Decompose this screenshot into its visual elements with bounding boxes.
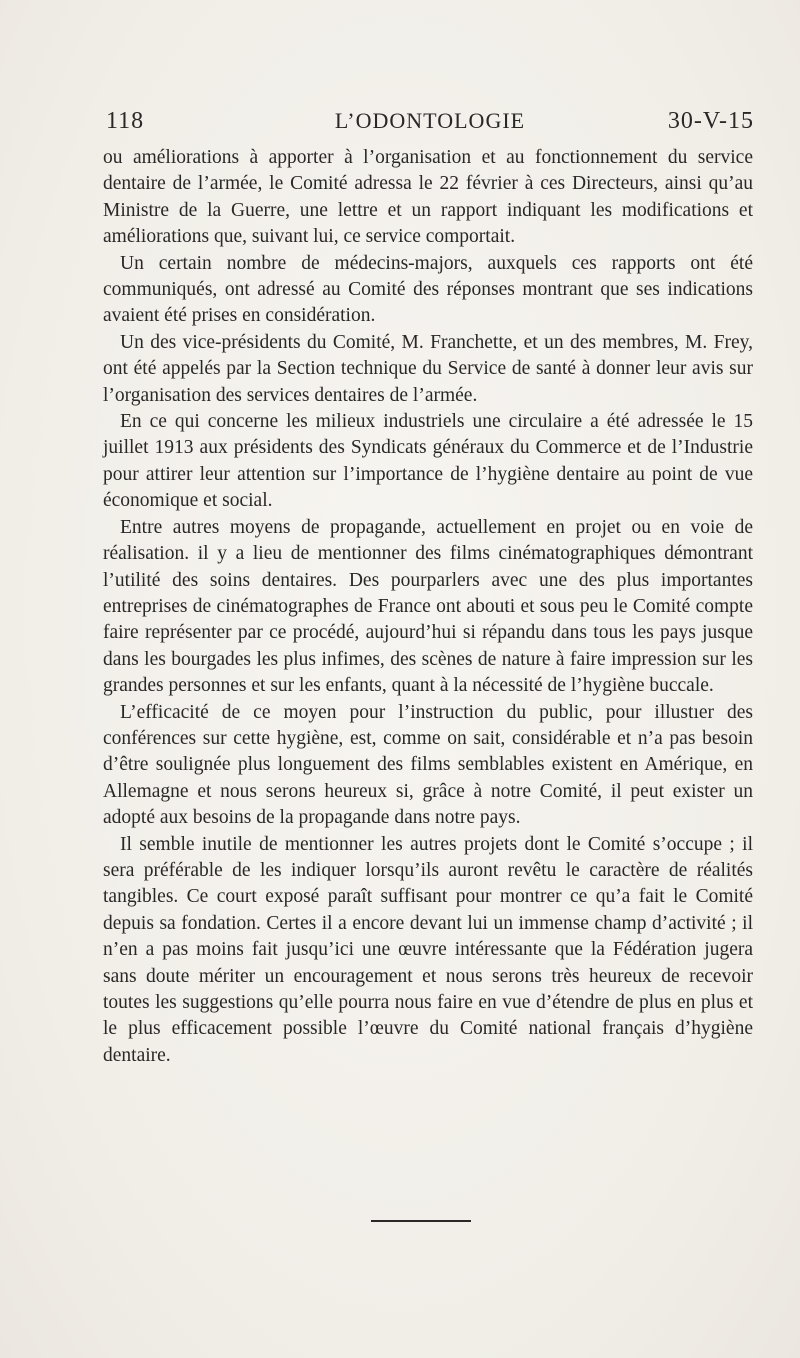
paragraph-efficacite: L’efficacité de ce moyen pour l’instruction du public, pour illustıer des conférences sur cette hygiène, est, comme on sait, considérable et n’a pas besoin d’être soulignée plus longuement des films semblables existent en Amérique, en Allemagne et nous serons heureux si, grâce à notre Comité, il peut exister un adopté aux besoins de la propagande dans notre pays. [103, 701, 753, 829]
paragraph-milieux-industriels: En ce qui concerne les milieux industriels une circulaire a été adressée le 15 juillet 1913 aux présidents des Syndicats généraux du Commerce et de l’Industrie pour attirer leur attention sur l’importance de l’hygiène dentaire au point de vue économique et social. [103, 411, 753, 512]
end-rule [371, 1220, 471, 1222]
journal-title: L’ODONTOLOGIE [334, 108, 526, 133]
paragraph-medecins-majors: Un certain nombre de médecins-majors, auxquels ces rapports ont été communiqués, ont adressé au Comité des réponses montrant que ses indications avaient été prises en considération. [103, 252, 753, 327]
paragraph-propagande: Entre autres moyens de propagande, actuellement en projet ou en voie de réalisation. il y a lieu de mentionner des films cinématographiques démontrant l’utilité des soins dentaires. Des pourparlers avec une des plus importantes entreprises de cinématographes de France ont abouti et sous peu le Comité compte faire représenter par ce procédé, aujourd’hui si répandu dans tous les pays jusque dans les bourgades les plus infimes, des scènes de nature à faire impression sur les grandes personnes et sur les enfants, quant à la nécessité de l’hygiène buccale. [103, 516, 753, 697]
page-number: 118 [106, 108, 145, 134]
issue-date: 30-V-15 [667, 108, 754, 134]
paragraph-conclusion: Il semble inutile de mentionner les autres projets dont le Comité s’occupe ; il sera préférable de les indiquer lorsqu’ils auront revêtu le caractère de réalités tangibles. Ce court exposé paraît suffisant pour montrer ce qu’a fait le Comité depuis sa fondation. Certes il a encore devant lui un immense champ d’activité ; il n’en a pas moins fait jusqu’ici une œuvre intéressante que la Fédération jugera sans doute mériter un encouragement et nous serons très heureux de recevoir toutes les suggestions qu’elle pourra nous faire en vue d’étendre de plus en plus et le plus efficacement possible l’œuvre du Comité national français d’hygiène dentaire. [103, 833, 753, 1066]
running-header [106, 104, 754, 138]
body-text [103, 145, 753, 1069]
paragraph-continuation: ou améliorations à apporter à l’organisation et au fonctionnement du service dentaire de l’armée, le Comité adressa le 22 février à ces Directeurs, ainsi qu’au Ministre de la Guerre, une lettre et un rapport indiquant les modifications et améliorations que, suivant lui, ce service comportait. [103, 147, 753, 248]
paragraph-vice-presidents: Un des vice-présidents du Comité, M. Franchette, et un des membres, M. Frey, ont été appelés par la Section technique du Service de santé à donner leur avis sur l’organisation des services dentaires de l’armée. [103, 331, 753, 406]
